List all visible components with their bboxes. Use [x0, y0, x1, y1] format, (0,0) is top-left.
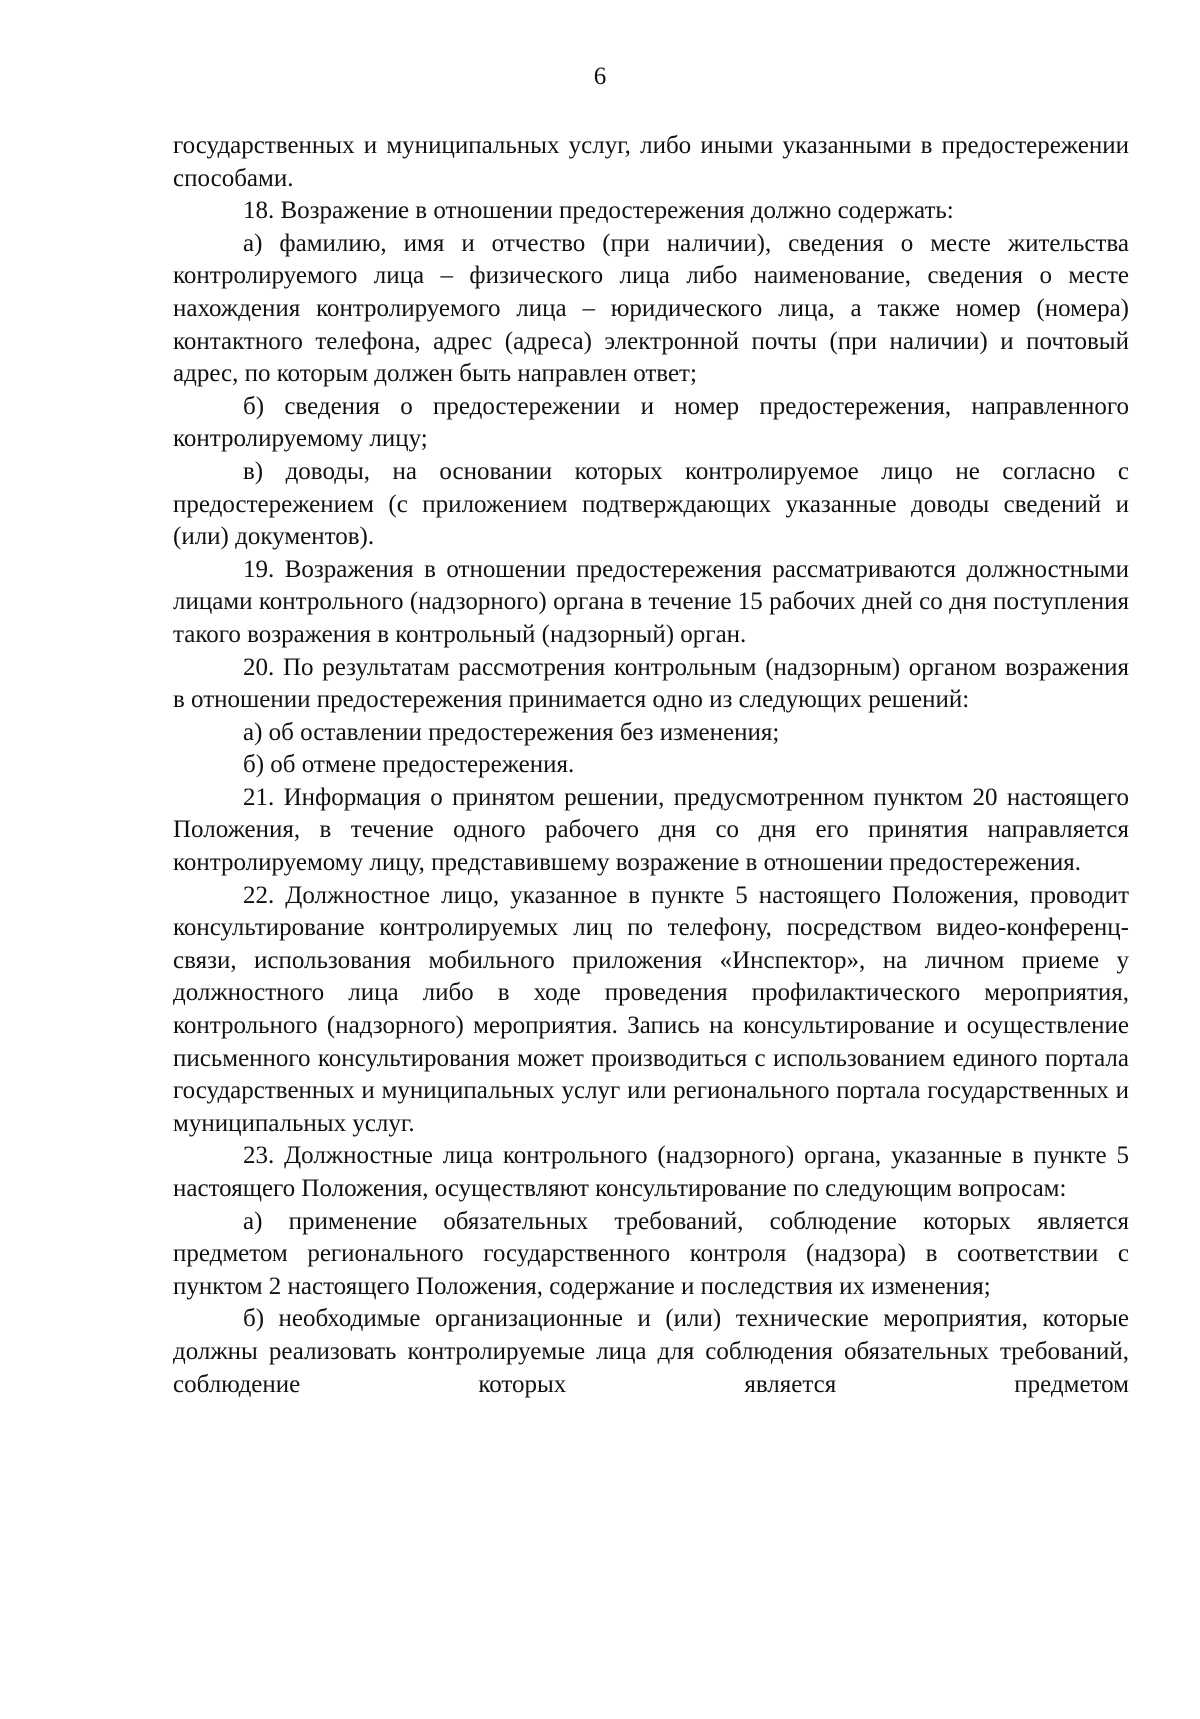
paragraph-18a: а) фамилию, имя и отчество (при наличии), сведения о месте жительства контролируемого лица – физического лица либо наименование, сведения о месте нахождения контролируемого лица – юридического лица, а также номер (номера) контактного телефона, адрес (адреса) электронной почты (при наличии) и почтовый адрес, по которым должен быть направлен ответ; — [173, 229, 1129, 388]
paragraph-23b: б) необходимые организационные и (или) технические мероприятия, которые должны реализовать контролируемые лица для соблюдения обязательных требований, соблюдение которых является предметом — [173, 1305, 1129, 1398]
page-number: 6 — [593, 63, 607, 90]
paragraph-19: 19. Возражения в отношении предостережения рассматриваются должностными лицами контрольного (надзорного) органа в течение 15 рабочих дней со дня поступления такого возражения в контрольный (надзорный) орган. — [173, 555, 1129, 648]
paragraph-20a: а) об оставлении предостережения без изменения; — [243, 718, 780, 746]
paragraph-23a: а) применение обязательных требований, соблюдение которых является предметом регионального государственного контроля (надзора) в соответствии с пунктом 2 настоящего Положения, содержание и последствия их изменения; — [173, 1207, 1129, 1300]
paragraph-continuation: государственных и муниципальных услуг, либо иными указанными в предостережении способами. — [173, 132, 1129, 192]
paragraph-20b: б) об отмене предостережения. — [243, 751, 575, 779]
document-body — [173, 130, 1129, 1401]
paragraph-18v: в) доводы, на основании которых контролируемое лицо не согласно с предостережением (с приложением подтверждающих указанные доводы сведений и (или) документов). — [173, 457, 1129, 551]
paragraph-23: 23. Должностные лица контрольного (надзорного) органа, указанные в пункте 5 настоящего Положения, осуществляют консультирование по следующим вопросам: — [173, 1142, 1129, 1202]
paragraph-20: 20. По результатам рассмотрения контрольным (надзорным) органом возражения в отношении предостережения принимается одно из следующих решений: — [173, 653, 1129, 714]
paragraph-21: 21. Информация о принятом решении, предусмотренном пунктом 20 настоящего Положения, в течение одного рабочего дня со дня его принятия направляется контролируемому лицу, представившему возражение в отношении предостережения. — [173, 783, 1129, 877]
paragraph-18: 18. Возражение в отношении предостережения должно содержать: — [243, 197, 954, 225]
paragraph-18b: б) сведения о предостережении и номер предостережения, направленного контролируемому лицу; — [173, 392, 1129, 453]
paragraph-22: 22. Должностное лицо, указанное в пункте 5 настоящего Положения, проводит консультирование контролируемых лиц по телефону, посредством видео-конференц-связи, использования мобильного приложения «Инспектор», на личном приеме у должностного лица либо в ходе проведения профилактического мероприятия, контрольного (надзорного) мероприятия. Запись на консультирование и осуществление письменного консультирования может производиться с использованием единого портала государственных и муниципальных услуг или регионального портала государственных и муниципальных услуг. — [173, 881, 1129, 1137]
